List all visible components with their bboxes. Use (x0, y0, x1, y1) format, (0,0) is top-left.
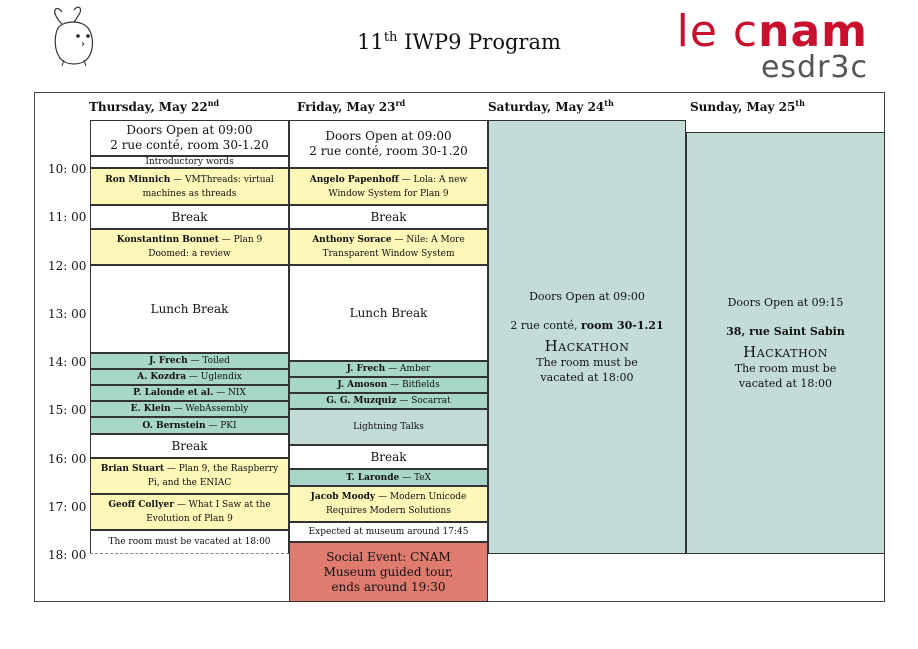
thursday-break-2: Break (90, 434, 289, 458)
friday-short-frech: J. Frech — Amber (289, 361, 488, 377)
saturday-hackathon: Doors Open at 09:00 2 rue conté, room 30-1.21 HACKATHON The room must be vacated at 18:00 (488, 120, 686, 554)
friday-lightning-talks: Lightning Talks (289, 409, 488, 445)
thursday-short-klein: E. Klein — WebAssembly (90, 401, 289, 417)
friday-social-event: Social Event: CNAM Museum guided tour, ends around 19:30 (289, 542, 488, 602)
thursday-short-kozdra: A. Kozdra — Uglendix (90, 369, 289, 385)
friday-talk-moody: Jacob Moody — Modern Unicode Requires Modern Solutions (289, 486, 488, 522)
friday-short-muzquiz: G. G. Muzquiz — Socarrat (289, 393, 488, 409)
time-label: 15: 00 (48, 403, 87, 417)
page-title: 11th IWP9 Program (357, 30, 561, 54)
sunday-hackathon: Doors Open at 09:15 38, rue Saint Sabin HACKATHON The room must be vacated at 18:00 (686, 132, 885, 554)
day-header-sunday: Sunday, May 25th (690, 98, 805, 114)
time-label: 18: 00 (48, 548, 87, 562)
thursday-talk-stuart: Brian Stuart — Plan 9, the Raspberry Pi, and the ENIAC (90, 458, 289, 494)
friday-break-1: Break (289, 205, 488, 229)
time-label: 16: 00 (48, 452, 87, 466)
time-label: 14: 00 (48, 355, 87, 369)
time-label: 12: 00 (48, 259, 87, 273)
thursday-lunch: Lunch Break (90, 265, 289, 353)
friday-short-laronde: T. Laronde — TeX (289, 469, 488, 486)
friday-talk-papenhoff: Angelo Papenhoff — Lola: A new Window System for Plan 9 (289, 168, 488, 205)
time-label: 11: 00 (48, 210, 87, 224)
friday-break-2: Break (289, 445, 488, 469)
cnam-logo: le cnam (676, 6, 868, 57)
thursday-talk-bonnet: Konstantinn Bonnet — Plan 9 Doomed: a review (90, 229, 289, 265)
thursday-doors: Doors Open at 09:00 2 rue conté, room 30-1.20 (90, 120, 289, 156)
thursday-vacate: The room must be vacated at 18:00 (90, 530, 289, 554)
thursday-intro: Introductory words (90, 156, 289, 168)
time-label: 17: 00 (48, 500, 87, 514)
friday-talk-sorace: Anthony Sorace — Nile: A More Transparent Window System (289, 229, 488, 265)
day-header-friday: Friday, May 23rd (297, 98, 406, 114)
thursday-short-lalonde: P. Lalonde et al. — NIX (90, 385, 289, 401)
thursday-short-frech: J. Frech — Toiled (90, 353, 289, 369)
thursday-talk-collyer: Geoff Collyer — What I Saw at the Evolution of Plan 9 (90, 494, 289, 530)
thursday-break-1: Break (90, 205, 289, 229)
thursday-short-bernstein: O. Bernstein — PKI (90, 417, 289, 434)
esdr3c-logo: esdr3c (760, 50, 868, 85)
day-header-thursday: Thursday, May 22nd (89, 98, 220, 114)
friday-lunch: Lunch Break (289, 265, 488, 361)
time-label: 13: 00 (48, 307, 87, 321)
friday-short-amoson: J. Amoson — Bitfields (289, 377, 488, 393)
friday-doors: Doors Open at 09:00 2 rue conté, room 30-1.20 (289, 120, 488, 168)
time-label: 10: 00 (48, 162, 87, 176)
day-header-saturday: Saturday, May 24th (488, 98, 614, 114)
friday-museum-note: Expected at museum around 17:45 (289, 522, 488, 542)
thursday-talk-minnich: Ron Minnich — VMThreads: virtual machines as threads (90, 168, 289, 205)
